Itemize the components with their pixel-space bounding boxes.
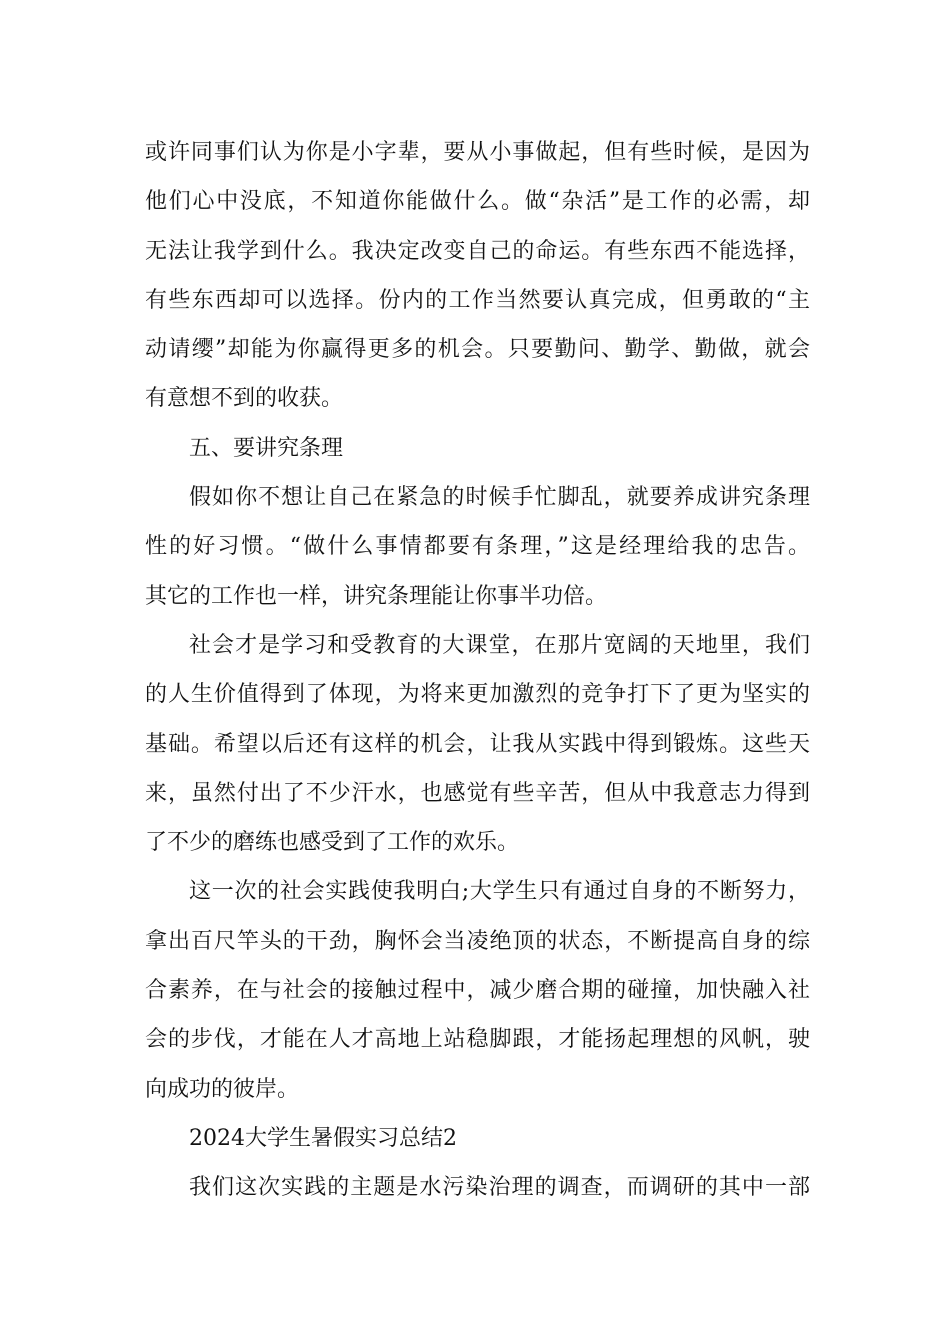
text-line: 的人生价值得到了体现，为将来更加激烈的竞争打下了更为坚实的 (145, 682, 810, 708)
text-line: 了不少的磨练也感受到了工作的欢乐。 (145, 830, 520, 856)
text-line: 无法让我学到什么。我决定改变自己的命运。有些东西不能选择， (145, 238, 810, 264)
text-line: 会的步伐，才能在人才高地上站稳脚跟，才能扬起理想的风帆，驶 (145, 1027, 810, 1053)
document-body (145, 128, 810, 1213)
text-line: 其它的工作也一样，讲究条理能让你事半功倍。 (145, 583, 608, 609)
text-line: 拿出百尺竿头的干劲，胸怀会当凌绝顶的状态，不断提高自身的综 (145, 928, 810, 954)
text-line: 基础。希望以后还有这样的机会，让我从实践中得到锻炼。这些天 (145, 731, 810, 757)
text-line: 五、要讲究条理 (189, 435, 344, 461)
text-line: 有些东西却可以选择。份内的工作当然要认真完成，但勇敢的“主 (145, 287, 810, 313)
text-line: 向成功的彼岸。 (145, 1076, 300, 1102)
text-line: 2024大学生暑假实习总结2 (189, 1125, 457, 1151)
text-line: 他们心中没底，不知道你能做什么。做“杂活”是工作的必需，却 (145, 189, 810, 215)
text-line: 性的好习惯。“做什么事情都要有条理，”这是经理给我的忠告。 (145, 534, 810, 560)
text-line: 这一次的社会实践使我明白;大学生只有通过自身的不断努力， (189, 879, 810, 905)
text-line: 社会才是学习和受教育的大课堂，在那片宽阔的天地里，我们 (189, 632, 810, 658)
text-line: 我们这次实践的主题是水污染治理的调查，而调研的其中一部 (189, 1175, 810, 1201)
text-line: 假如你不想让自己在紧急的时候手忙脚乱，就要养成讲究条理 (189, 485, 810, 511)
text-line: 有意想不到的收获。 (145, 386, 344, 412)
text-line: 动请缨”却能为你赢得更多的机会。只要勤问、勤学、勤做，就会 (145, 337, 810, 363)
text-line: 来，虽然付出了不少汗水，也感觉有些辛苦，但从中我意志力得到 (145, 780, 810, 806)
text-line: 合素养，在与社会的接触过程中，减少磨合期的碰撞，加快融入社 (145, 978, 810, 1004)
text-line: 或许同事们认为你是小字辈，要从小事做起，但有些时候，是因为 (145, 140, 810, 165)
